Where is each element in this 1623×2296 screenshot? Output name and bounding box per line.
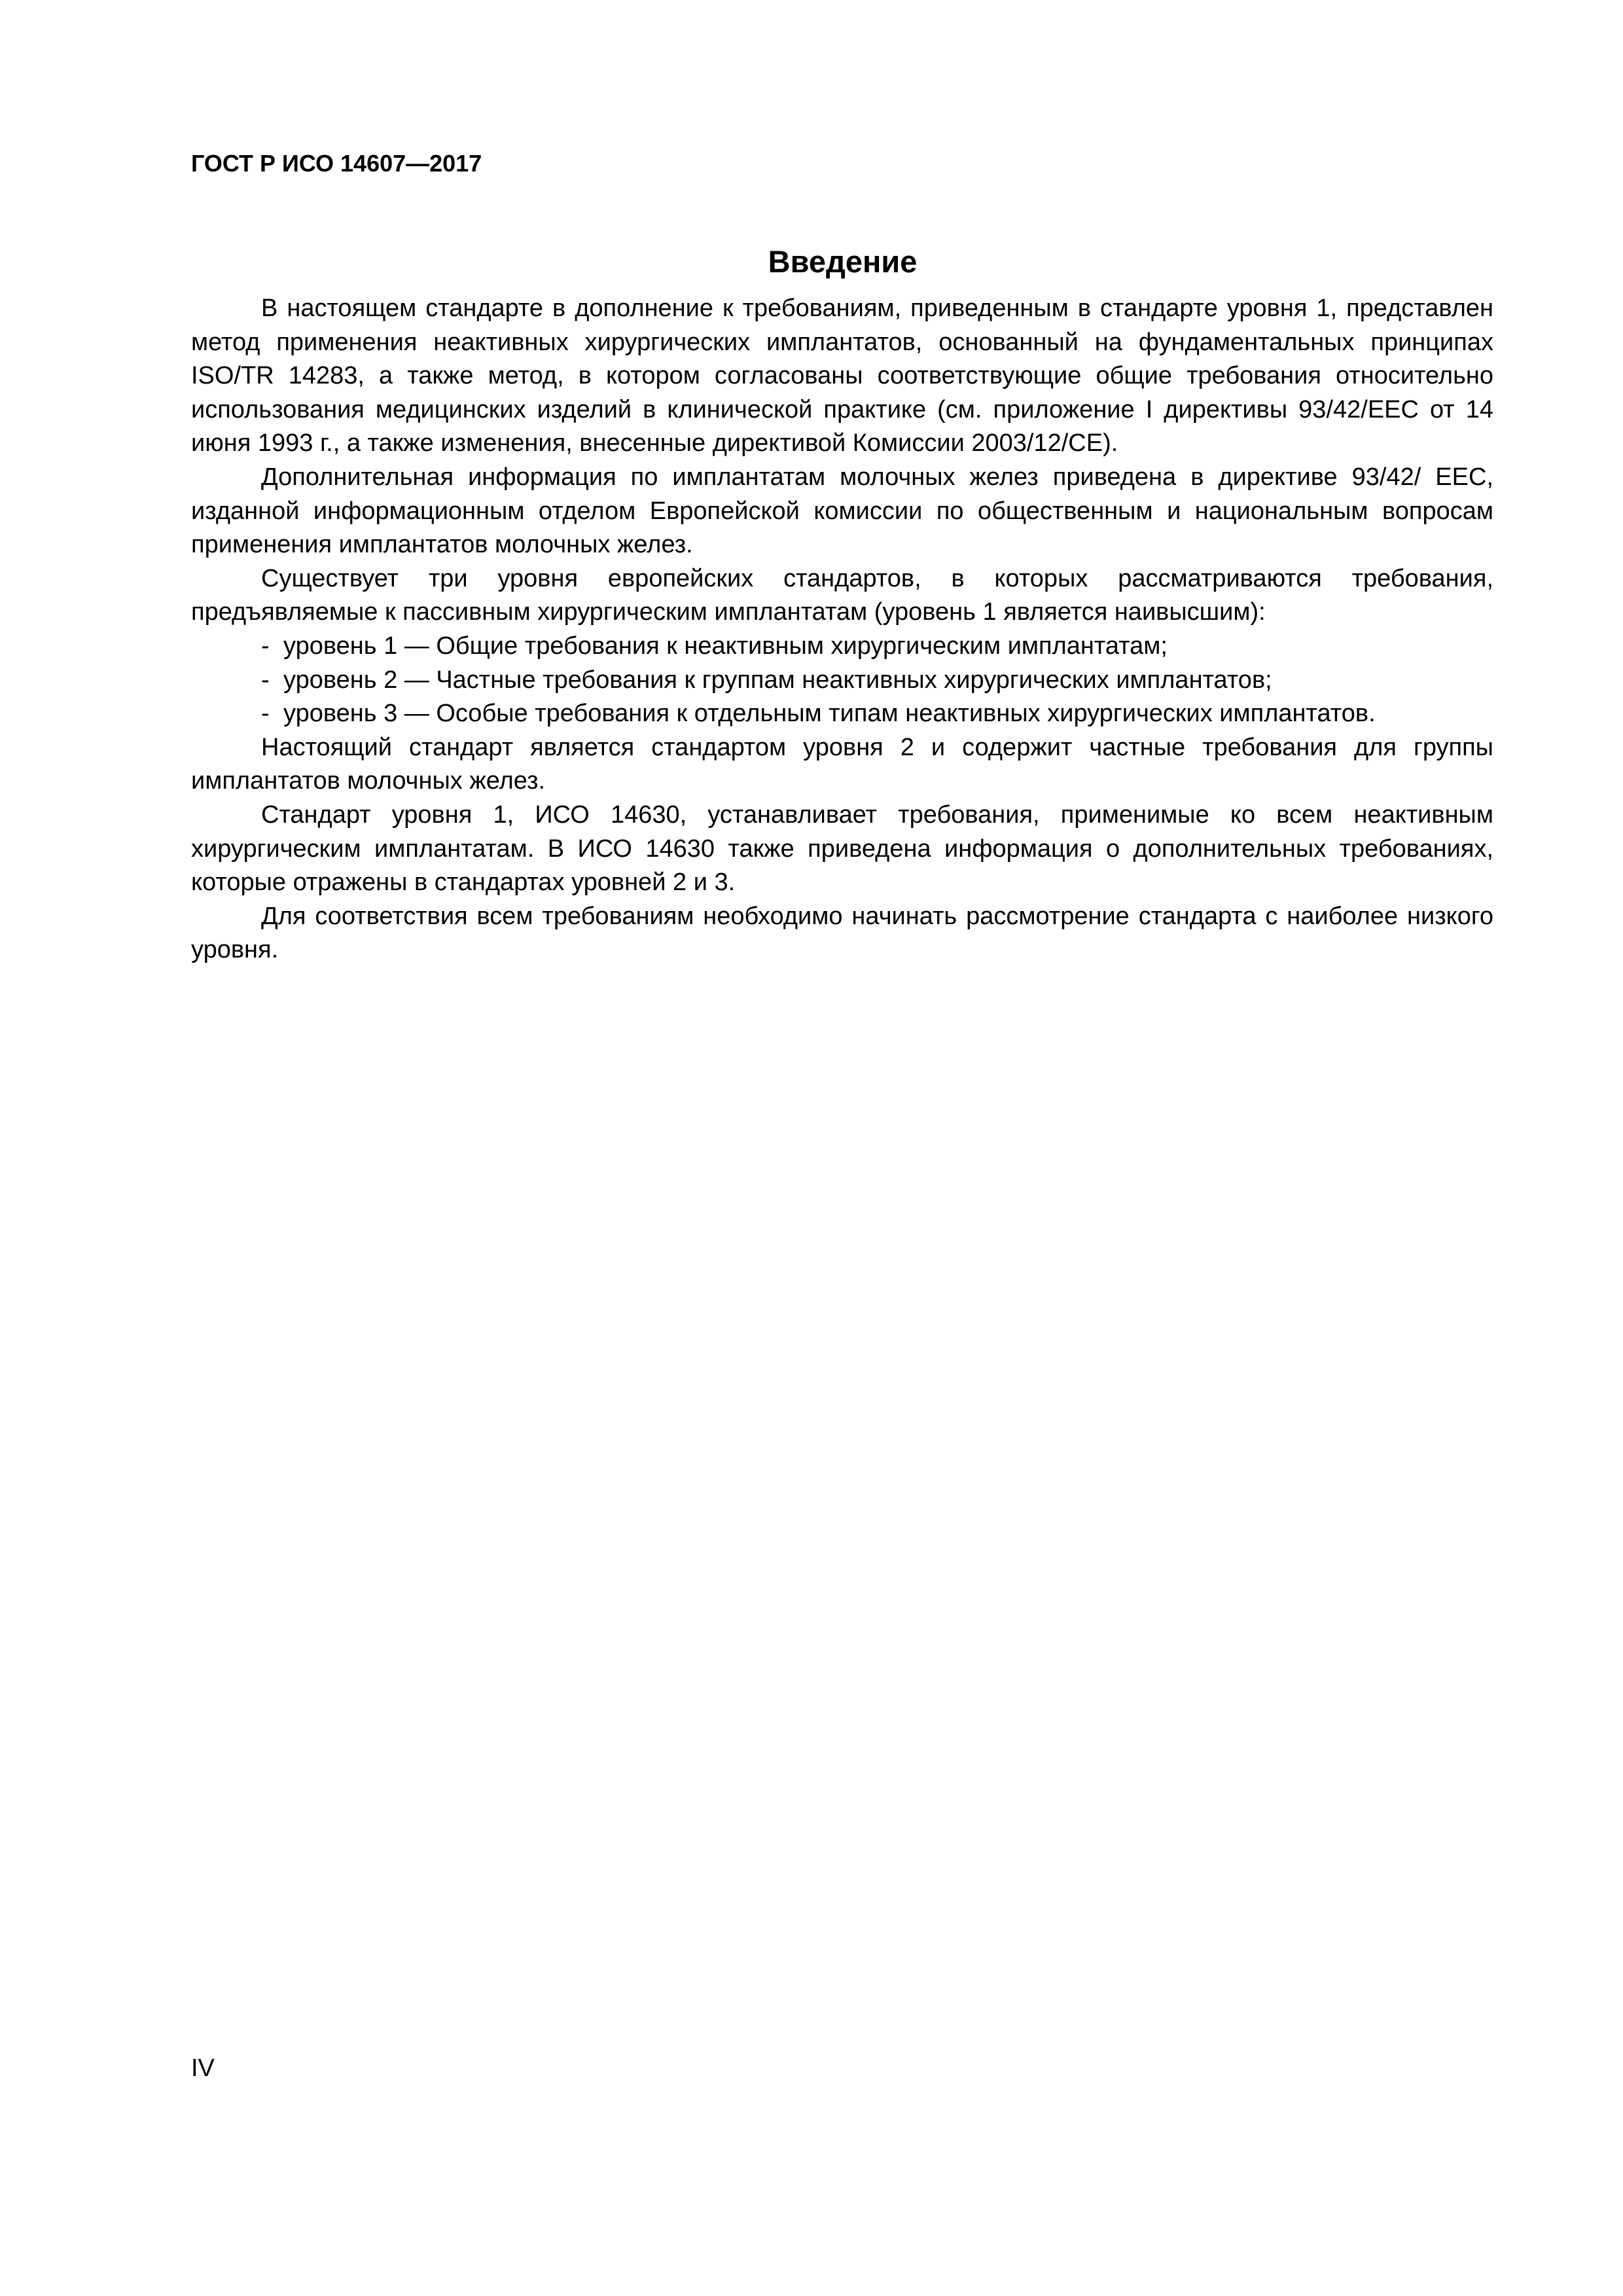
section-title: Введение xyxy=(768,244,918,279)
list-item xyxy=(191,697,1493,731)
paragraph-level-1-method: В настоящем стандарте в дополнение к требованиям, приведенным в стандарте уровня 1, представлен метод применения неактивных хирургических имплантатов, основанный на фундаментальных принципах ISO/TR 14283, а также метод, в котором согласованы соответствующие общие требования относительно использования медицинских изделий в клинической практике (см. приложение I директивы 93/42/EEC от 14 июня 1993 г., а также изменения, внесенные директивой Комиссии 2003/12/CE). xyxy=(191,295,1493,457)
list-item xyxy=(191,664,1493,698)
bullet-dash: - xyxy=(261,632,270,660)
document-code-header: ГОСТ Р ИСО 14607—2017 xyxy=(191,150,482,177)
list-item xyxy=(191,630,1493,664)
bullet-dash: - xyxy=(261,700,270,728)
bullet-dash: - xyxy=(261,666,270,694)
list-item-text: уровень 1 — Общие требования к неактивным хирургическим имплантатам; xyxy=(283,632,1168,660)
paragraph-compliance: Для соответствия всем требованиям необходимо начинать рассмотрение стандарта с наиболее низкого уровня. xyxy=(191,902,1493,964)
page-number: IV xyxy=(191,2054,215,2082)
introduction-body xyxy=(191,292,1493,967)
list-item-text: уровень 3 — Особые требования к отдельным типам неактивных хирургических имплантатов. xyxy=(283,700,1376,728)
list-item-text: уровень 2 — Частные требования к группам неактивных хирургических имплантатов; xyxy=(283,666,1272,694)
paragraph-level-2-standard: Настоящий стандарт является стандартом уровня 2 и содержит частные требования для группы имплантатов молочных желез. xyxy=(191,733,1493,795)
paragraph-additional-info: Дополнительная информация по имплантатам молочных желез приведена в директиве 93/42/ EEC, изданной информационным отделом Европейской комиссии по общественным и национальным вопросам применения имплантатов молочных желез. xyxy=(191,463,1493,559)
paragraph-three-levels: Существует три уровня европейских стандартов, в которых рассматриваются требования, предъявляемые к пассивным хирургическим имплантатам (уровень 1 является наивысшим): xyxy=(191,564,1493,626)
paragraph-iso-14630: Стандарт уровня 1, ИСО 14630, устанавливает требования, применимые ко всем неактивным хирургическим имплантатам. В ИСО 14630 также приведена информация о дополнительных требованиях, которые отражены в стандартах уровней 2 и 3. xyxy=(191,800,1493,897)
levels-list xyxy=(191,630,1493,731)
